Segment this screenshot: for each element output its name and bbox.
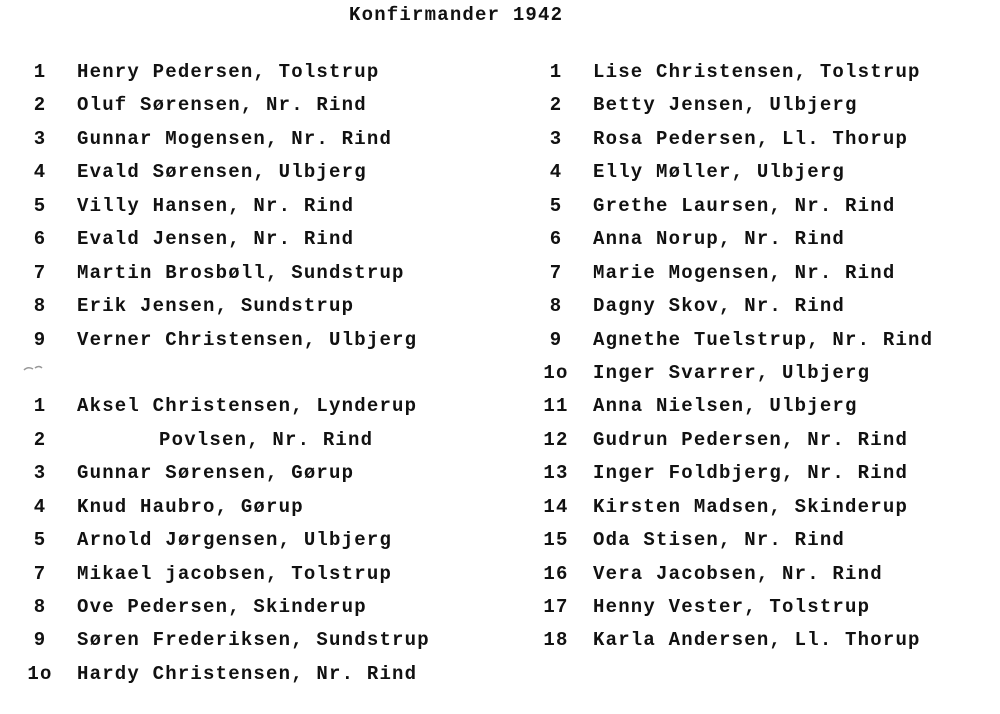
list-item <box>538 524 846 557</box>
entry-number: 9 <box>549 328 563 351</box>
entry-name: Evald Sørensen, Ulbjerg <box>77 161 367 184</box>
entry-name: Aksel Christensen, Lynderup <box>77 395 418 418</box>
list-item <box>22 257 405 290</box>
list-item <box>538 156 846 189</box>
entry-number: 1o <box>27 662 53 685</box>
entry-name: Gunnar Sørensen, Gørup <box>77 462 355 485</box>
entry-number: 8 <box>33 295 47 318</box>
list-item <box>22 89 367 122</box>
entry-number: 5 <box>549 194 563 217</box>
entry-number: 9 <box>33 328 47 351</box>
entry-number: 2 <box>33 428 47 451</box>
entry-number: 11 <box>543 395 569 418</box>
list-item <box>22 156 367 189</box>
entry-number: 17 <box>543 596 569 618</box>
entry-number: 16 <box>543 562 569 585</box>
entry-number: 1 <box>549 61 563 83</box>
entry-name: Karla Andersen, Ll. Thorup <box>593 629 921 652</box>
entry-name: Gudrun Pedersen, Nr. Rind <box>593 428 909 451</box>
entry-number: 15 <box>543 529 569 552</box>
entry-number: 2 <box>33 94 47 117</box>
entry-name: Villy Hansen, Nr. Rind <box>77 194 355 217</box>
entry-number: 9 <box>33 629 47 652</box>
list-item <box>538 324 934 357</box>
entry-name: Anna Norup, Nr. Rind <box>593 228 846 251</box>
list-item <box>22 524 393 557</box>
entry-name: Evald Jensen, Nr. Rind <box>77 228 355 251</box>
entry-number: 7 <box>33 261 47 284</box>
list-item <box>22 491 304 524</box>
entry-number: 14 <box>543 495 569 518</box>
entry-name: Henny Vester, Tolstrup <box>593 596 871 618</box>
list-item <box>538 257 896 290</box>
list-item <box>22 457 355 490</box>
entry-number: 1 <box>33 395 47 418</box>
entry-number: 2 <box>549 94 563 117</box>
entry-name: Dagny Skov, Nr. Rind <box>593 295 846 318</box>
list-item <box>538 290 846 323</box>
entry-number: 8 <box>549 295 563 318</box>
page-title: Konfirmander 1942 <box>349 4 564 26</box>
list-item <box>22 223 355 256</box>
girls-list <box>538 56 934 658</box>
entry-name: Povlsen, Nr. Rind <box>159 428 374 451</box>
list-item <box>22 591 367 624</box>
entry-name: Erik Jensen, Sundstrup <box>77 295 355 318</box>
entry-name: Anna Nielsen, Ulbjerg <box>593 395 858 418</box>
list-item <box>538 56 921 89</box>
entry-name: Marie Mogensen, Nr. Rind <box>593 261 896 284</box>
entry-name: Verner Christensen, Ulbjerg <box>77 328 418 351</box>
entry-number: 1o <box>543 361 569 384</box>
list-item <box>538 624 921 657</box>
list-item <box>22 424 374 457</box>
list-item <box>22 324 418 357</box>
entry-number: 8 <box>33 596 47 618</box>
list-item <box>538 491 909 524</box>
entry-number: 5 <box>33 194 47 217</box>
entry-number: 18 <box>543 629 569 652</box>
entry-name: Søren Frederiksen, Sundstrup <box>77 629 430 652</box>
entry-number: 1 <box>33 61 47 83</box>
entry-number: 3 <box>33 127 47 150</box>
stray-mark <box>22 362 44 374</box>
entry-number: 4 <box>549 161 563 184</box>
entry-number: 12 <box>543 428 569 451</box>
entry-name: Rosa Pedersen, Ll. Thorup <box>593 127 909 150</box>
entry-number: 5 <box>33 529 47 552</box>
list-item <box>538 223 846 256</box>
entry-number: 7 <box>33 562 47 585</box>
entry-name: Inger Svarrer, Ulbjerg <box>593 361 871 384</box>
list-item <box>538 457 909 490</box>
entry-number: 6 <box>33 228 47 251</box>
entry-number: 4 <box>33 161 47 184</box>
list-item <box>22 558 393 591</box>
entry-name: Hardy Christensen, Nr. Rind <box>77 662 418 685</box>
entry-number: 3 <box>33 462 47 485</box>
list-item <box>22 390 418 423</box>
list-item <box>538 591 871 624</box>
entry-name: Henry Pedersen, Tolstrup <box>77 61 380 83</box>
list-item <box>22 624 430 657</box>
entry-number: 13 <box>543 462 569 485</box>
list-item <box>538 123 909 156</box>
entry-name: Vera Jacobsen, Nr. Rind <box>593 562 883 585</box>
entry-name: Gunnar Mogensen, Nr. Rind <box>77 127 393 150</box>
entry-number: 3 <box>549 127 563 150</box>
entry-name: Lise Christensen, Tolstrup <box>593 61 921 83</box>
list-item <box>538 558 883 591</box>
entry-name: Knud Haubro, Gørup <box>77 495 304 518</box>
list-item <box>22 290 355 323</box>
entry-number: 6 <box>549 228 563 251</box>
list-item <box>538 89 858 122</box>
list-item <box>22 123 393 156</box>
entry-name: Betty Jensen, Ulbjerg <box>593 94 858 117</box>
list-item <box>538 390 858 423</box>
entry-name: Inger Foldbjerg, Nr. Rind <box>593 462 909 485</box>
entry-name: Arnold Jørgensen, Ulbjerg <box>77 529 393 552</box>
entry-name: Martin Brosbøll, Sundstrup <box>77 261 405 284</box>
entry-name: Oda Stisen, Nr. Rind <box>593 529 846 552</box>
entry-name: Kirsten Madsen, Skinderup <box>593 495 909 518</box>
list-item <box>22 56 380 89</box>
entry-number: 4 <box>33 495 47 518</box>
entry-name: Elly Møller, Ulbjerg <box>593 161 846 184</box>
entry-name: Oluf Sørensen, Nr. Rind <box>77 94 367 117</box>
list-item <box>22 190 355 223</box>
list-item <box>22 658 418 691</box>
entry-name: Agnethe Tuelstrup, Nr. Rind <box>593 328 934 351</box>
list-item <box>538 190 896 223</box>
entry-number: 7 <box>549 261 563 284</box>
entry-name: Ove Pedersen, Skinderup <box>77 596 367 618</box>
list-item <box>538 357 871 390</box>
list-item <box>538 424 909 457</box>
entry-name: Grethe Laursen, Nr. Rind <box>593 194 896 217</box>
entry-name: Mikael jacobsen, Tolstrup <box>77 562 393 585</box>
